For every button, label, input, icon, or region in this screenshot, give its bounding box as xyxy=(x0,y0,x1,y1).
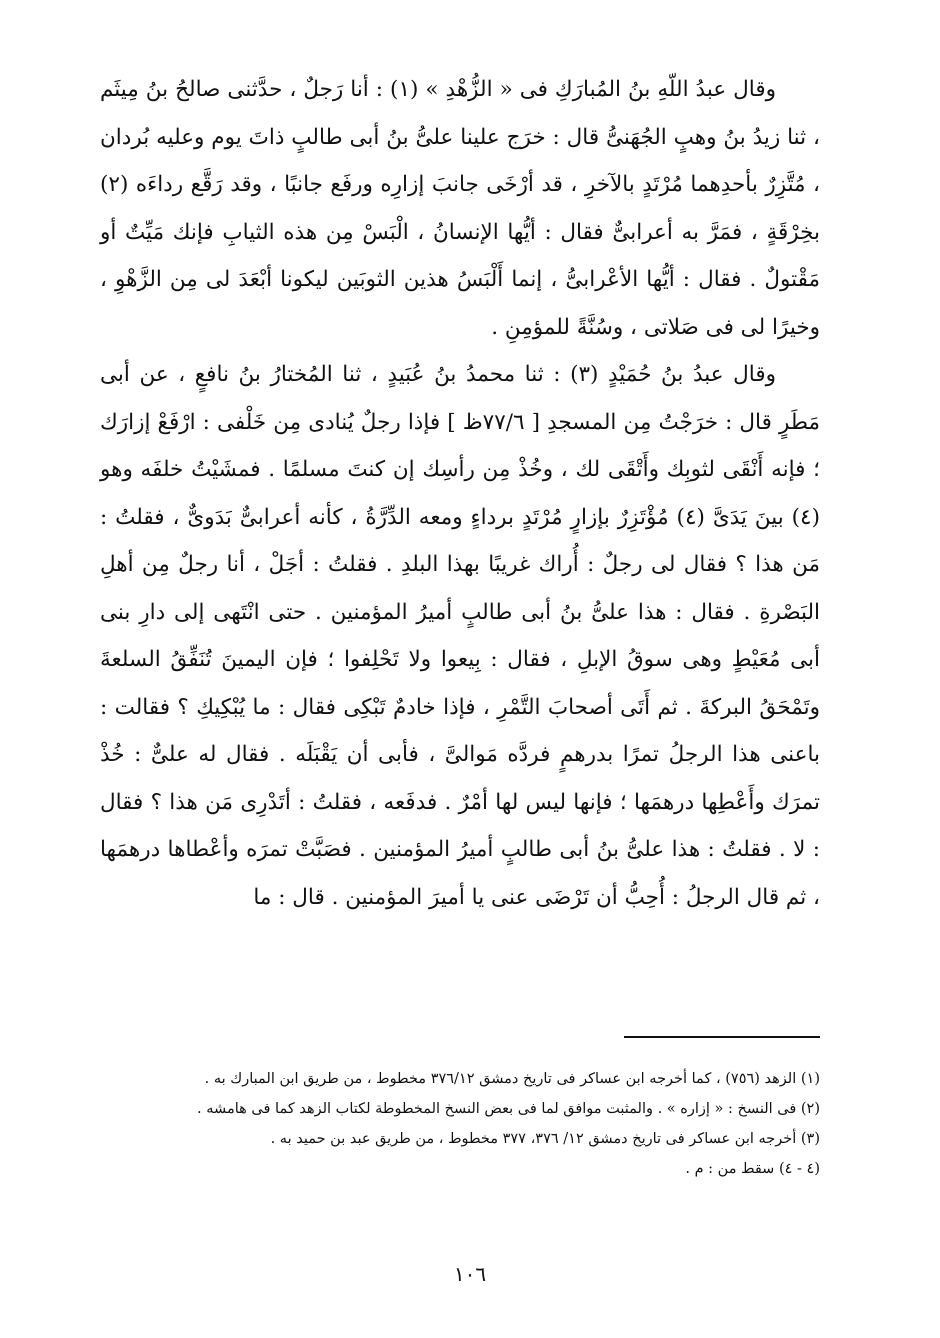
footnotes xyxy=(100,1064,820,1184)
paragraph-1: وقال عبدُ اللّهِ بنُ المُبارَكِ فى « الزُّهْدِ » (١) : أنا رَجلٌ ، حدَّثنى صالحُ بنُ مِيثَم ، ثنا زيدُ بنُ وهبٍ الجُهَنىُّ قال : خرَج علينا علىُّ بنُ أبى طالبٍ ذاتَ يوم وعليه بُردان ، مُتَّزِرٌ بأحدِهما مُرْتَدٍ بالآخرِ ، قد أرْخَى جانبَ إزارِه ورفَع جانبًا ، وقد رَقَّع رداءَه (٢) بخِرْقَةٍ ، فمَرَّ به أعرابىٌّ فقال : أيُّها الإنسانُ ، الْبَسْ مِن هذه الثيابِ فإنك مَيِّتٌ أو مَقْتولٌ . فقال : أيُّها الأعْرابىُّ ، إنما أَلْبَسُ هذين الثوبَين ليكونا أبْعَدَ لى مِن الزَّهْوِ ، وخيرًا لى فى صَلاتى ، وسُنَّةً للمؤمِنِ . xyxy=(100,77,820,340)
footnote-4: (٤ - ٤) سقط من : م . xyxy=(685,1161,820,1177)
footnote-3: (٣) أخرجه ابن عساكر فى تاريخ دمشق ١٢/ ٣٧٦، ٣٧٧ مخطوط ، من طريق عبد بن حميد به . xyxy=(270,1131,820,1147)
page-number: ١٠٦ xyxy=(453,1262,487,1286)
footnote-divider xyxy=(624,1036,820,1038)
footnote-1: (١) الزهد (٧٥٦) ، كما أخرجه ابن عساكر فى تاريخ دمشق ٣٧٦/١٢ مخطوط ، من طريق ابن المبارك به . xyxy=(204,1071,820,1087)
paragraph-2: وقال عبدُ بنُ حُمَيْدٍ (٣) : ثنا محمدُ بنُ عُبَيدٍ ، ثنا المُختارُ بنُ نافعٍ ، عن أبى مَطَرٍ قال : خرَجْتُ مِن المسجدِ [ ٧٧/٦ظ ] فإذا رجلٌ يُنادى مِن خَلْفى : ارْفَعْ إزارَك ؛ فإنه أَنْقَى لثوبِك وأَتْقَى لك ، وخُذْ مِن رأسِك إن كنتَ مسلمًا . فمشَيْتُ خلفَه وهو (٤) بينَ يَدَىَّ (٤) مُؤْتَزِرٌ بإزارٍ مُرْتَدٍ برداءٍ ومعه الدِّرَّةُ ، كأنه أعرابىٌّ بَدَوىٌّ ، فقلتُ : مَن هذا ؟ فقال لى رجلٌ : أُراك غريبًا بهذا البلدِ . فقلتُ : أجَلْ ، أنا رجلٌ مِن أهلِ البَصْرةِ . فقال : هذا علىُّ بنُ أبى طالبٍ أميرُ المؤمنين . حتى انْتَهى إلى دارِ بنى أبى مُعَيْطٍ وهى سوقُ الإبلِ ، فقال : بِيعوا ولا تَحْلِفوا ؛ فإن اليمينَ تُنَفِّقُ السلعةَ وتَمْحَقُ البركةَ . ثم أَتَى أصحابَ التَّمْرِ ، فإذا خادمٌ تَبْكِى فقال : ما يُبْكِيكِ ؟ فقالت : باعنى هذا الرجلُ تمرًا بدرهمٍ فردَّه مَوالىَّ ، فأبى أن يَقْبَلَه . فقال له علىٌّ : خُذْ تمرَك وأَعْطِها درهمَها ؛ فإنها ليس لها أمْرٌ . فدفَعه ، فقلتُ : أتَدْرِى مَن هذا ؟ فقال : لا . فقلتُ : هذا علىُّ بنُ أبى طالبٍ أميرُ المؤمنين . فصَبَّتْ تمرَه وأعْطاها درهمَها ، ثم قال الرجلُ : أُحِبُّ أن تَرْضَى عنى يا أميرَ المؤمنين . قال : ما xyxy=(100,362,820,910)
footnote-2: (٢) فى النسخ : « إزاره » . والمثبت موافق لما فى بعض النسخ المخطوطة لكتاب الزهد كما فى هامشه . xyxy=(197,1101,820,1117)
main-text xyxy=(100,66,820,921)
